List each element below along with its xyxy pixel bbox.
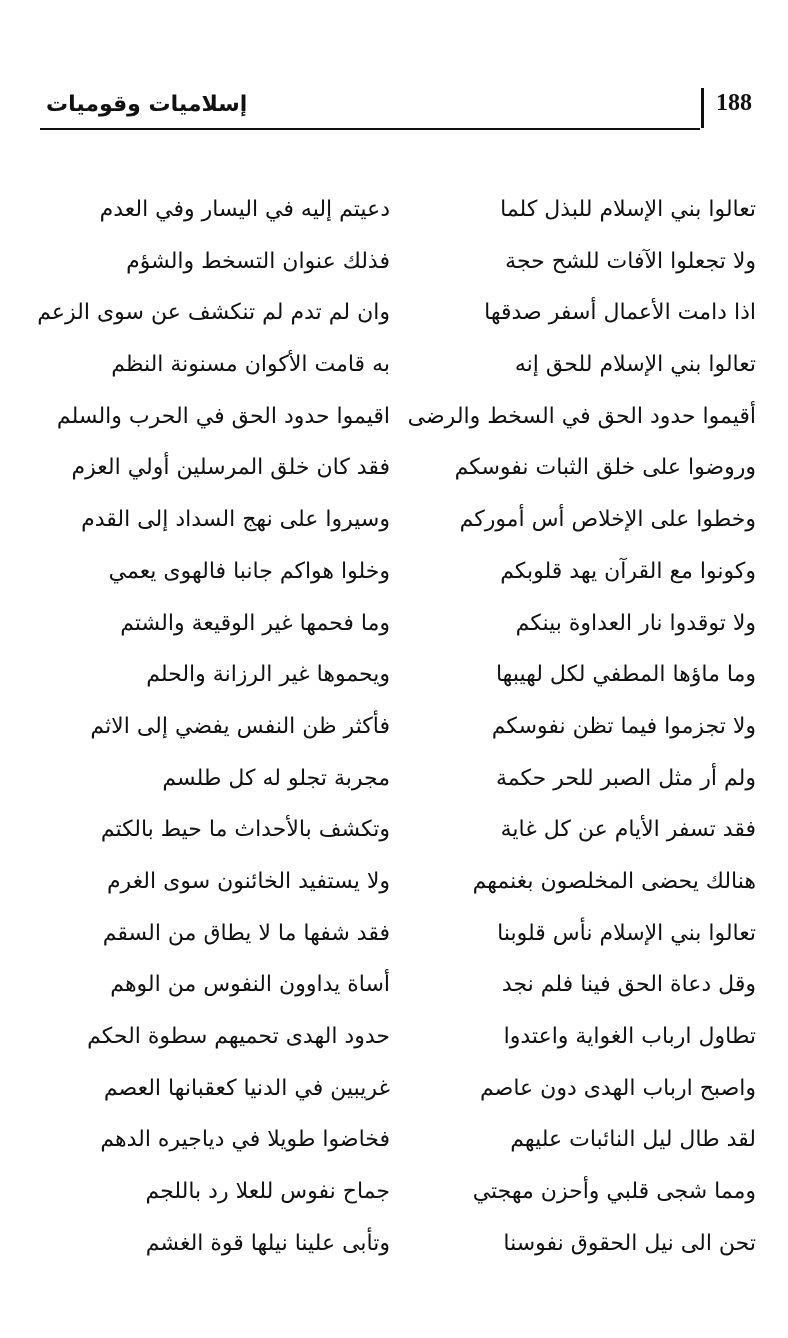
- running-title: إسلاميات وقوميات: [46, 92, 248, 117]
- first-hemistich: ومما شجى قلبي وأحزن مهجتي: [472, 1179, 756, 1205]
- page-header: [40, 88, 752, 128]
- second-hemistich: ولا يستفيد الخائنون سوى الغرم: [106, 868, 390, 894]
- verse: [40, 345, 756, 397]
- verse: [40, 242, 756, 294]
- second-hemistich: دعيتم إليه في اليسار وفي العدم: [99, 197, 390, 222]
- second-hemistich: أساة يداوون النفوس من الوهم: [110, 972, 390, 998]
- header-rule: [40, 128, 700, 130]
- header-divider: [701, 88, 704, 128]
- verse: [40, 862, 756, 914]
- first-hemistich: وقل دعاة الحق فينا فلم نجد: [501, 972, 756, 998]
- verse: [40, 397, 756, 449]
- verse: [40, 552, 756, 604]
- first-hemistich: أقيموا حدود الحق في السخط والرضى: [407, 403, 756, 429]
- verse: [40, 655, 756, 707]
- second-hemistich: فذلك عنوان التسخط والشؤم: [126, 248, 390, 274]
- verse: [40, 1069, 756, 1121]
- verse: [40, 1120, 756, 1172]
- second-hemistich: وما فحمها غير الوقيعة والشتم: [120, 610, 390, 636]
- second-hemistich: ويحموها غير الرزانة والحلم: [146, 662, 390, 688]
- verse: [40, 1172, 756, 1224]
- second-hemistich: حدود الهدى تحميهم سطوة الحكم: [87, 1024, 390, 1049]
- verse: [40, 1224, 756, 1276]
- first-hemistich: تعالوا بني الإسلام للحق إنه: [514, 352, 756, 378]
- first-hemistich: لقد طال ليل النائبات عليهم: [510, 1127, 756, 1153]
- second-hemistich: فأكثر ظن النفس يفضي إلى الاثم: [90, 713, 390, 739]
- first-hemistich: تعالوا بني الإسلام للبذل كلما: [500, 197, 756, 222]
- second-hemistich: وتكشف بالأحداث ما حيط بالكتم: [100, 817, 390, 843]
- first-hemistich: ولا تجعلوا الآفات للشح حجة: [505, 248, 756, 274]
- second-hemistich: به قامت الأكوان مسنونة النظم: [111, 352, 390, 378]
- verse: [40, 810, 756, 862]
- first-hemistich: تحن الى نيل الحقوق نفوسنا: [503, 1230, 756, 1256]
- first-hemistich: وروضوا على خلق الثبات نفوسكم: [454, 455, 756, 481]
- second-hemistich: جماح نفوس للعلا رد باللجم: [145, 1179, 390, 1205]
- first-hemistich: واصبح ارباب الهدى دون عاصم: [480, 1075, 756, 1101]
- first-hemistich: ولا تجزموا فيما تظن نفوسكم: [491, 713, 756, 739]
- verse: [40, 914, 756, 966]
- first-hemistich: ولم أر مثل الصبر للحر حكمة: [495, 765, 756, 791]
- verse: [40, 604, 756, 656]
- verse: [40, 965, 756, 1017]
- page-number: 188: [716, 90, 752, 116]
- second-hemistich: وان لم تدم لم تنكشف عن سوى الزعم: [37, 300, 390, 326]
- second-hemistich: وسيروا على نهج السداد إلى القدم: [81, 507, 390, 533]
- verse: [40, 190, 756, 242]
- verse: [40, 448, 756, 500]
- second-hemistich: غريبين في الدنيا كعقبانها العصم: [103, 1075, 390, 1101]
- first-hemistich: وما ماؤها المطفي لكل لهيبها: [495, 662, 756, 688]
- first-hemistich: تطاول ارباب الغواية واعتدوا: [503, 1024, 756, 1049]
- second-hemistich: وتأبى علينا نيلها قوة الغشم: [145, 1230, 390, 1256]
- verse: [40, 707, 756, 759]
- first-hemistich: هنالك يحضى المخلصون بغنمهم: [472, 868, 756, 894]
- second-hemistich: فقد شفها ما لا يطاق من السقم: [102, 920, 390, 946]
- second-hemistich: اقيموا حدود الحق في الحرب والسلم: [56, 403, 390, 429]
- second-hemistich: فخاضوا طويلا في دياجيره الدهم: [100, 1127, 390, 1153]
- second-hemistich: مجربة تجلو له كل طلسم: [162, 765, 390, 791]
- verse: [37, 293, 756, 345]
- verse: [40, 500, 756, 552]
- first-hemistich: وخطوا على الإخلاص أس أموركم: [459, 507, 756, 533]
- verse: [40, 759, 756, 811]
- poem: [37, 190, 756, 1275]
- second-hemistich: فقد كان خلق المرسلين أولي العزم: [71, 455, 390, 481]
- first-hemistich: وكونوا مع القرآن يهد قلوبكم: [500, 558, 756, 584]
- first-hemistich: اذا دامت الأعمال أسفر صدقها: [484, 300, 756, 326]
- first-hemistich: فقد تسفر الأيام عن كل غاية: [500, 817, 756, 843]
- second-hemistich: وخلوا هواكم جانبا فالهوى يعمي: [108, 558, 390, 584]
- first-hemistich: تعالوا بني الإسلام نأس قلوبنا: [497, 920, 756, 946]
- first-hemistich: ولا توقدوا نار العداوة بينكم: [515, 610, 756, 636]
- verse: [40, 1017, 756, 1069]
